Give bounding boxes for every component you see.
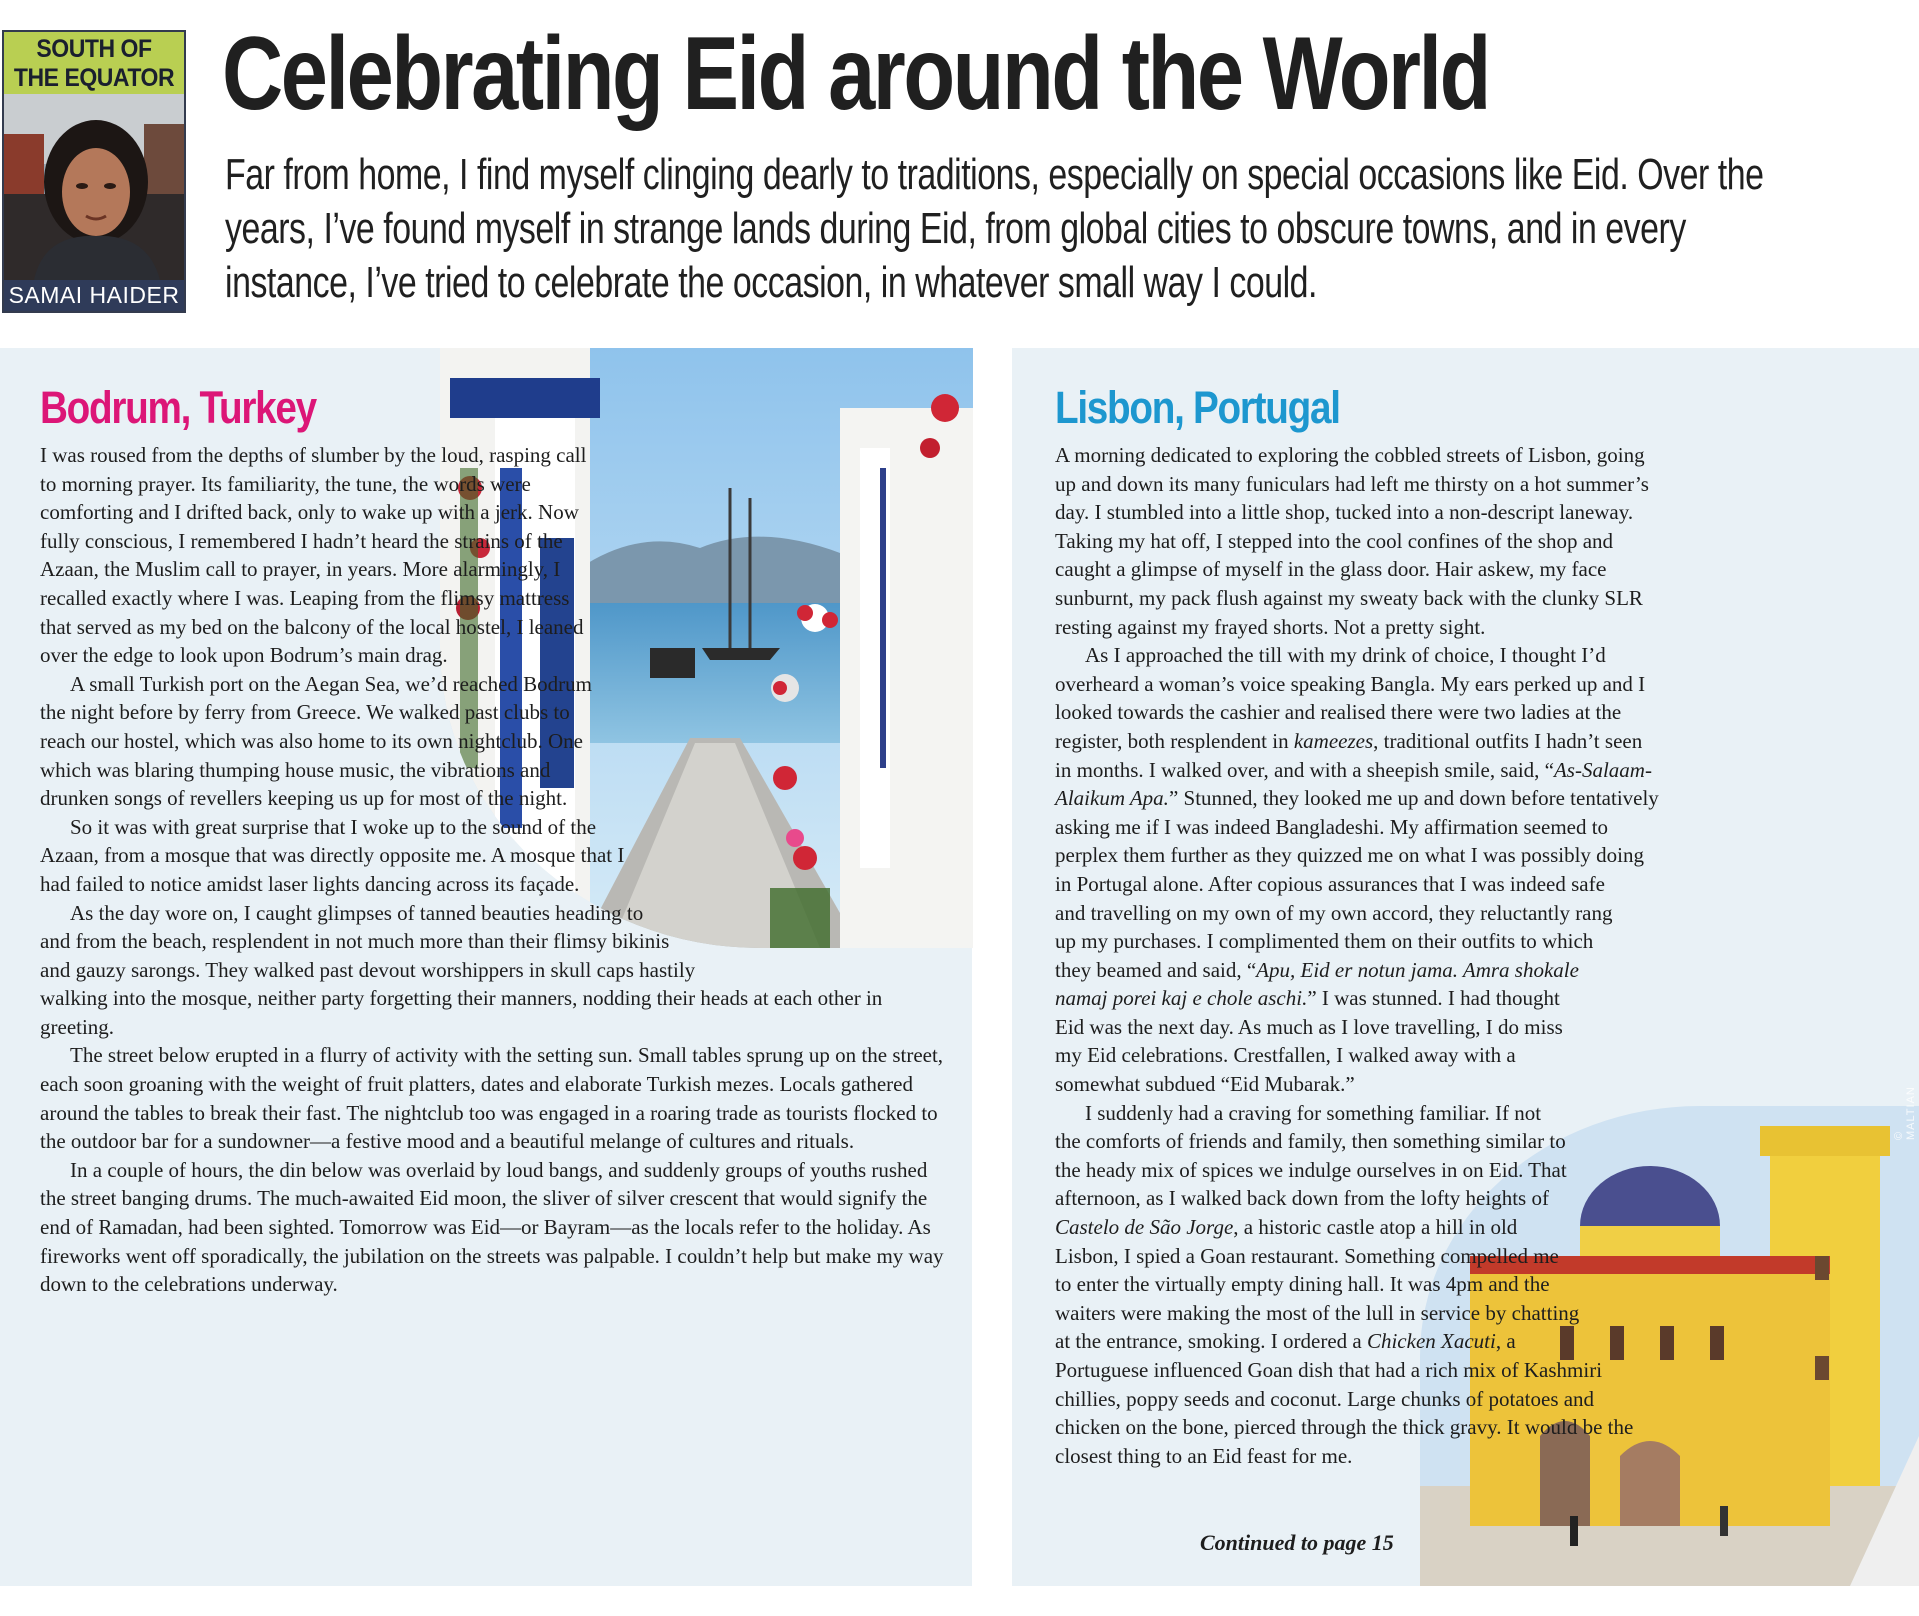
author-photo <box>4 94 184 280</box>
paragraph: As the day wore on, I caught glimpses of tanned beauties heading to and from the beach, resplendent in not much more than their flimsy bikinis and gauzy sarongs. They walked past devout worshippers in skull caps hastily walking into the mosque, neither party forgetting their manners, nodding their heads at each other in greeting. <box>40 900 883 1039</box>
lisbon-heading: Lisbon, Portugal <box>1055 382 1340 433</box>
paragraph: As I approached the till with my drink of choice, I thought I’d overheard a woman’s voice speaking Bangla. My ears perked up and I looked towards the cashier and realised there were two ladies at the register, both resplendent in kameezes, traditional outfits I hadn’t seen in months. I walked over, and with a sheepish smile, said, “As-Salaam-Alaikum Apa.” Stunned, they looked me up and down before tentatively asking me if I was indeed Bangladeshi. My affirmation seemed to perplex them further as they quizzed me on what I was possibly doing in Portugal alone. After copious assurances that I was indeed safe and travelling on my own of my own accord, they reluctantly rang up my purchases. I complimented them on their outfits to which they beamed and said, “Apu, Eid er notun jama. Amra shokale namaj porei kaj e chole aschi.” I was stunned. I had thought Eid was the next day. As much as I love travelling, I do miss my Eid celebrations. Crestfallen, I walked away with a somewhat subdued “Eid Mubarak.” <box>1055 643 1659 1097</box>
paragraph: I suddenly had a craving for something familiar. If not the comforts of friends and family, then something similar to the heady mix of spices we indulge ourselves in on Eid. That afternoon, as I walked back down from the lofty heights of Castelo de São Jorge, a historic castle atop a hill in old Lisbon, I spied a Goan restaurant. Something compelled me to enter the virtually empty dining hall. It was 4pm and the waiters were making the most of the lull in service by chatting at the entrance, smoking. I ordered a Chicken Xacuti, a Portuguese influenced Goan dish that had a rich mix of Kashmiri chillies, poppy seeds and coconut. Large chunks of potatoes and chicken on the bone, pierced through the thick gravy. It would be the closest thing to an Eid feast for me. <box>1055 1100 1634 1468</box>
standfirst: Far from home, I find myself clinging dearly to traditions, especially on special occasions like Eid. Over the years, I’ve found myself in strange lands during Eid, from global cities to obscure towns, and in every instance, I’ve tried to celebrate the occasion, in whatever small way I could. <box>225 150 1764 307</box>
headline: Celebrating Eid around the World <box>222 16 1489 132</box>
bodrum-heading: Bodrum, Turkey <box>40 382 316 433</box>
paragraph: The street below erupted in a flurry of activity with the setting sun. Small tables sprung up on the street, each soon groaning with the weight of fruit platters, dates and elaborate Turkish mezes. Locals gathered around the tables to break their fast. The nightclub too was engaged in a roaring trade as tourists flocked to the outdoor bar for a sundowner—a festive mood and a beautiful melange of cultures and rituals. <box>40 1043 944 1154</box>
column-name: SOUTH OF THE EQUATOR <box>4 32 184 94</box>
continued-link[interactable]: Continued to page 15 <box>1200 1530 1394 1555</box>
paragraph: I was roused from the depths of slumber by the loud, rasping call to morning prayer. Its familiarity, the tune, the words were comforting and I drifted back, only to wake up with a jerk. Now fully conscious, I remembered I hadn’t heard the strains of the Azaan, the Muslim call to prayer, in years. More alarmingly, I recalled exactly where I was. Leaping from the flimsy mattress that served as my bed on the balcony of the local hostel, I leaned over the edge to look upon Bodrum’s main drag. <box>40 443 587 668</box>
paragraph: A morning dedicated to exploring the cobbled streets of Lisbon, going up and down its many funiculars had left me thirsty on a hot summer’s day. I stumbled into a little shop, tucked into a non-descript laneway. Taking my hat off, I stepped into the cool confines of the shop and caught a glimpse of myself in the glass door. Hair askew, my face sunburnt, my pack flush against my sweaty back with the clunky SLR resting against my frayed shorts. Not a pretty sight. <box>1055 443 1649 639</box>
photo-credit: © MALTIAN <box>1893 1086 1917 1140</box>
author-name: SAMAI HAIDER <box>4 280 184 311</box>
lisbon-article <box>1055 441 1885 1470</box>
paragraph: In a couple of hours, the din below was overlaid by loud bangs, and suddenly groups of youths rushed the street banging drums. The much-awaited Eid moon, the sliver of silver crescent that would signify the end of Ramadan, had been sighted. Tomorrow was Eid—or Bayram—as the locals refer to the holiday. As fireworks went off sporadically, the jubilation on the streets was palpable. I couldn’t help but make my way down to the celebrations underway. <box>40 1157 944 1297</box>
column-badge <box>2 30 186 313</box>
paragraph: So it was with great surprise that I woke up to the sound of the Azaan, from a mosque that was directly opposite me. A mosque that I had failed to notice amidst laser lights dancing across its façade. <box>40 814 625 896</box>
paragraph: A small Turkish port on the Aegan Sea, we’d reached Bodrum the night before by ferry from Greece. We walked past clubs to reach our hostel, which was also home to its own nightclub. One which was blaring thumping house music, the vibrations and drunken songs of revellers keeping us up for most of the night. <box>40 671 593 811</box>
bodrum-article <box>40 441 945 1299</box>
